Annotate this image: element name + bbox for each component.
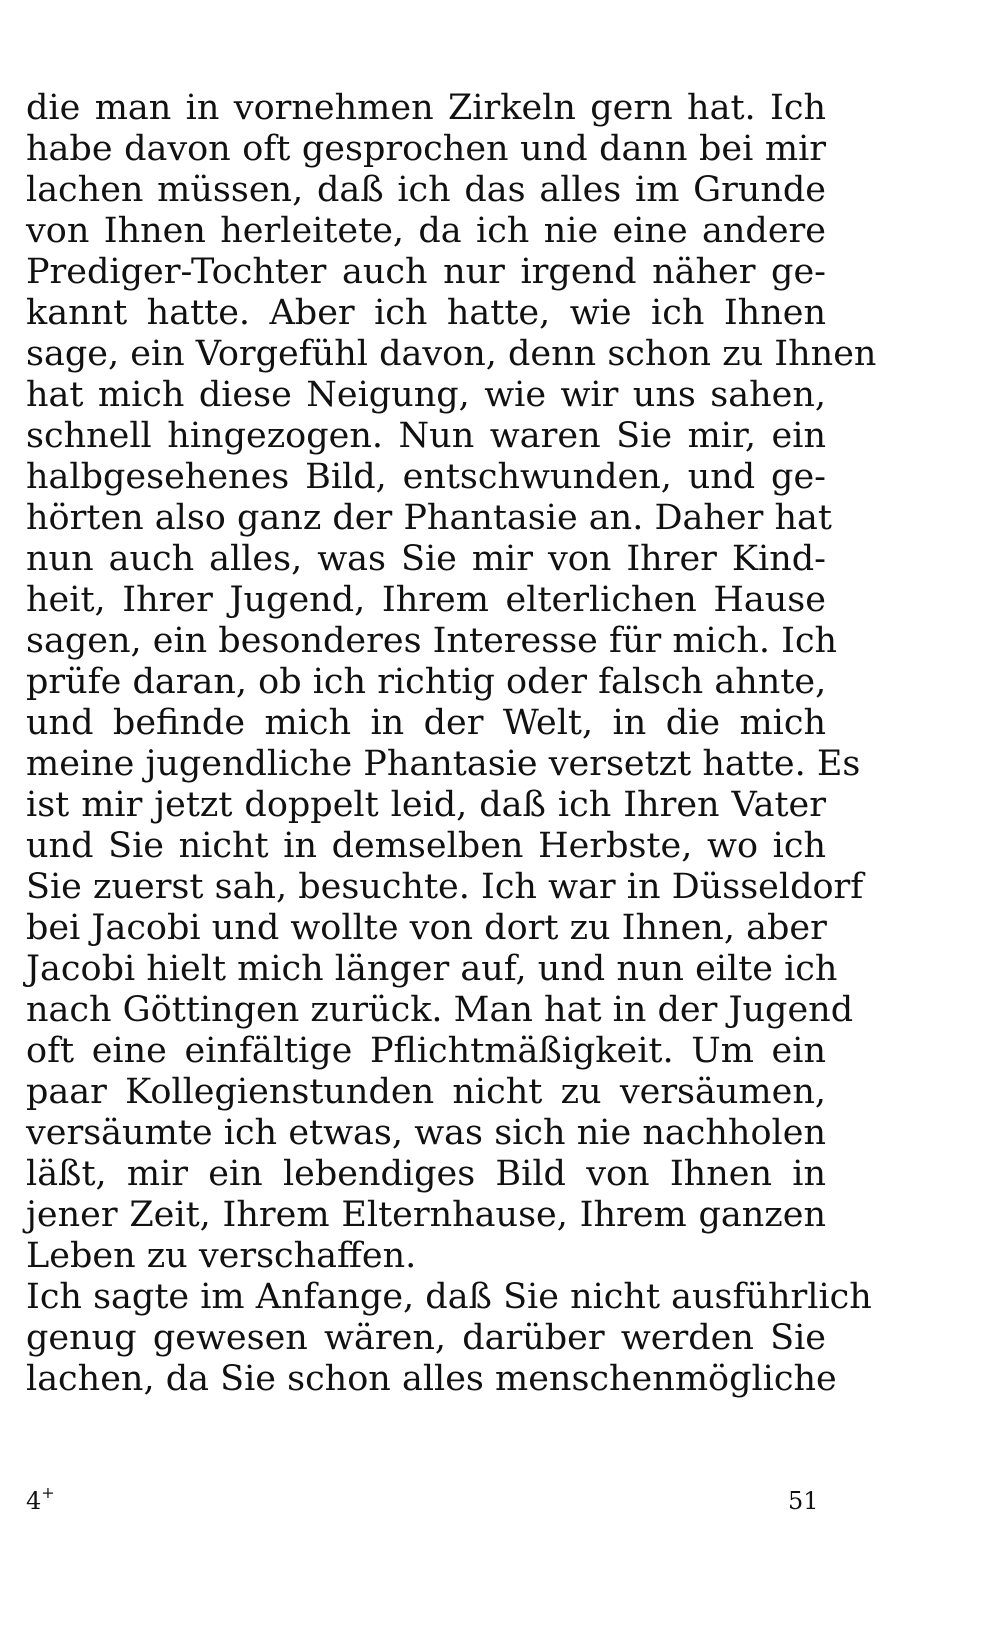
- text-line: Ich sagte im Anfange, daß Sie nicht ausführlich: [26, 1277, 872, 1317]
- body-text: [26, 88, 877, 1400]
- text-line: prüfe daran, ob ich richtig oder falsch ahnte,: [26, 662, 827, 702]
- text-line: heit, Ihrer Jugend, Ihrem elterlichen Hause: [26, 580, 826, 620]
- text-line: lachen, da Sie schon alles menschenmögliche: [26, 1359, 837, 1399]
- text-line: und befinde mich in der Welt, in die mich: [26, 703, 826, 743]
- signature-mark: [26, 1483, 55, 1516]
- text-line: Jacobi hielt mich länger auf, und nun eilte ich: [26, 949, 838, 989]
- text-line: versäumte ich etwas, was sich nie nachholen: [26, 1113, 826, 1153]
- signature-symbol: +: [41, 1483, 55, 1502]
- text-line: genug gewesen wären, darüber werden Sie: [26, 1318, 826, 1358]
- text-line: von Ihnen herleitete, da ich nie eine andere: [26, 211, 826, 251]
- text-line: die man in vornehmen Zirkeln gern hat. Ich: [26, 88, 826, 128]
- text-line: halbgesehenes Bild, entschwunden, und ge-: [26, 457, 826, 497]
- page-number: 51: [788, 1487, 819, 1515]
- text-line: lachen müssen, daß ich das alles im Grunde: [26, 170, 826, 210]
- text-line: läßt, mir ein lebendiges Bild von Ihnen in: [26, 1154, 826, 1194]
- text-line: bei Jacobi und wollte von dort zu Ihnen, aber: [26, 908, 827, 948]
- text-line: sagen, ein besonderes Interesse für mich. Ich: [26, 621, 838, 661]
- text-line: meine jugendliche Phantasie versetzt hatte. Es: [26, 744, 861, 784]
- text-line: Prediger-Tochter auch nur irgend näher ge-: [26, 252, 826, 292]
- text-line: und Sie nicht in demselben Herbste, wo ich: [26, 826, 826, 866]
- text-line: ist mir jetzt doppelt leid, daß ich Ihren Vater: [26, 785, 826, 825]
- text-line: nach Göttingen zurück. Man hat in der Jugend: [26, 990, 854, 1030]
- text-line: kannt hatte. Aber ich hatte, wie ich Ihnen: [26, 293, 826, 333]
- text-line: hörten also ganz der Phantasie an. Daher hat: [26, 498, 832, 538]
- text-line: Sie zuerst sah, besuchte. Ich war in Düsseldorf: [26, 867, 864, 907]
- signature-number: 4: [26, 1487, 42, 1515]
- text-line: sage, ein Vorgefühl davon, denn schon zu Ihnen: [26, 334, 877, 374]
- text-line: oft eine einfältige Pflichtmäßigkeit. Um ein: [26, 1031, 826, 1071]
- text-line: nun auch alles, was Sie mir von Ihrer Kind-: [26, 539, 826, 579]
- text-line: schnell hingezogen. Nun waren Sie mir, ein: [26, 416, 826, 456]
- text-line: hat mich diese Neigung, wie wir uns sahen,: [26, 375, 826, 415]
- text-line: jener Zeit, Ihrem Elternhause, Ihrem ganzen: [26, 1195, 826, 1235]
- text-line: paar Kollegienstunden nicht zu versäumen,: [26, 1072, 826, 1112]
- text-line: habe davon oft gesprochen und dann bei mir: [26, 129, 826, 169]
- text-line: Leben zu verschaffen.: [26, 1236, 417, 1276]
